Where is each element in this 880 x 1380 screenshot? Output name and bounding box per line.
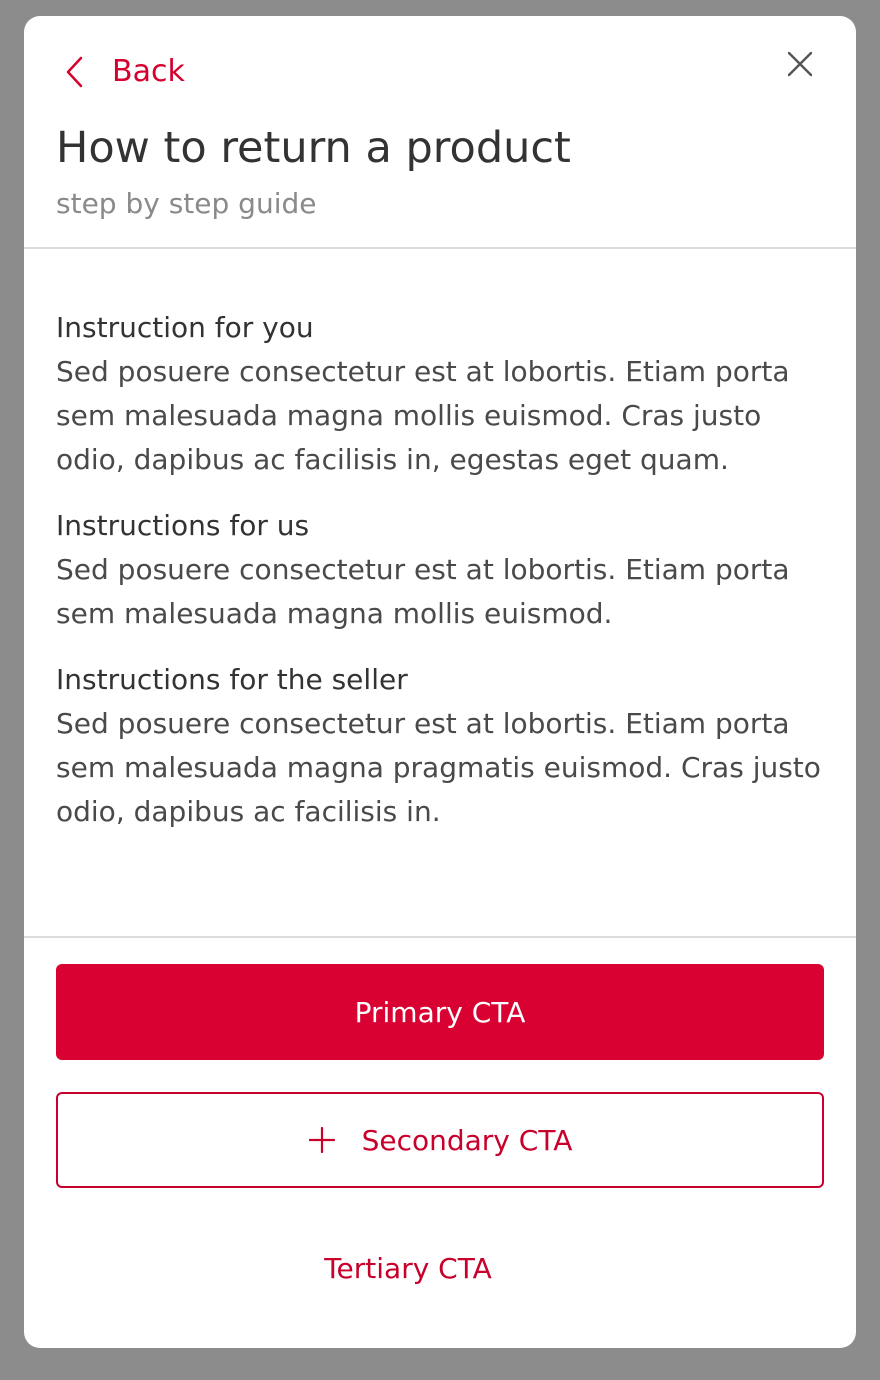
footer-divider bbox=[24, 936, 856, 938]
secondary-cta-button[interactable] bbox=[56, 1092, 824, 1188]
section-title: Instructions for the seller bbox=[56, 663, 408, 696]
section-body: Sed posuere consectetur est at lobortis. Etiam porta sem malesuada magna mollis euismod. Cras justo odio, dapibus ac facilisis in, egestas eget quam. bbox=[56, 355, 790, 476]
section-title: Instruction for you bbox=[56, 311, 314, 344]
back-label: Back bbox=[112, 54, 185, 89]
primary-cta-button[interactable]: Primary CTA bbox=[56, 964, 824, 1060]
close-icon bbox=[786, 50, 814, 82]
instructions-content bbox=[56, 306, 826, 856]
instruction-section-seller bbox=[56, 658, 826, 834]
plus-icon bbox=[308, 1126, 336, 1154]
secondary-cta-label: Secondary CTA bbox=[361, 1123, 573, 1157]
section-body: Sed posuere consectetur est at lobortis. Etiam porta sem malesuada magna mollis euismod. bbox=[56, 553, 790, 630]
section-body: Sed posuere consectetur est at lobortis. Etiam porta sem malesuada magna pragmatis euismod. Cras justo odio, dapibus ac facilisis in. bbox=[56, 707, 821, 828]
close-button[interactable] bbox=[780, 46, 820, 86]
page-subtitle: step by step guide bbox=[56, 187, 317, 220]
return-guide-modal bbox=[24, 16, 856, 1348]
chevron-left-icon bbox=[64, 52, 92, 92]
tertiary-cta-button[interactable]: Tertiary CTA bbox=[324, 1251, 492, 1285]
instruction-section-us bbox=[56, 504, 826, 636]
page-title: How to return a product bbox=[56, 123, 571, 173]
section-title: Instructions for us bbox=[56, 509, 310, 542]
instruction-section-you bbox=[56, 306, 826, 482]
back-button[interactable] bbox=[64, 52, 185, 92]
modal-header bbox=[24, 16, 856, 249]
